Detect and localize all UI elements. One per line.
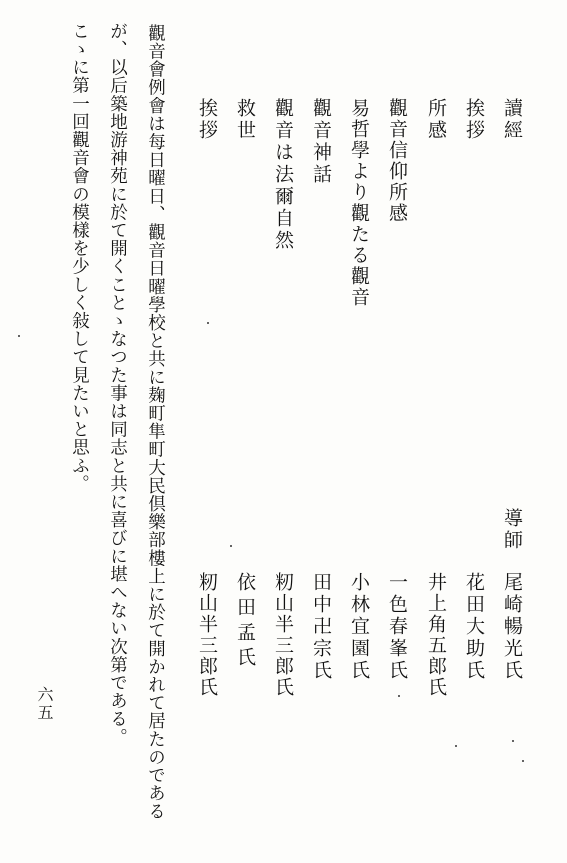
program-item-2: 挨拶 (463, 98, 485, 142)
scan-speck (207, 322, 209, 324)
program-item-4: 觀音信仰所感 (386, 98, 408, 224)
scan-speck (398, 695, 400, 697)
program-speaker-7: 籾山半三郎氏 (272, 572, 294, 698)
program-speaker-1: 尾崎暢光氏 (501, 572, 523, 682)
body-line-2: が、以后築地游神苑に於て開くことゝなつた事は同志と共に喜びに堪へない次第である。 (107, 22, 128, 746)
program-speaker-2: 花田大助氏 (463, 572, 485, 682)
program-item-6: 觀音神話 (310, 98, 332, 186)
scan-speck (230, 545, 232, 547)
program-item-9: 挨拶 (196, 98, 218, 142)
program-speaker-9: 籾山半三郎氏 (196, 572, 218, 698)
program-item-1: 讀經 (501, 98, 523, 142)
program-speaker-3: 井上角五郎氏 (425, 572, 447, 698)
program-speaker-5: 小林宜園氏 (348, 572, 370, 682)
program-speaker-6: 田中卍宗氏 (310, 572, 332, 682)
page-number: 六五 (35, 686, 54, 722)
program-speaker-8: 依田孟氏 (234, 572, 256, 672)
program-item-3: 所感 (425, 98, 447, 142)
body-line-1: 觀音會例會は每日曜日、觀音日曜學校と共に麹町隼町大民倶樂部樓上に於て開かれて居たのである (145, 24, 166, 821)
program-item-7: 觀音は法爾自然 (272, 98, 294, 252)
body-line-3: こゝに第一回觀音會の模樣を少しく敍して見たいと思ふ。 (69, 22, 90, 493)
scan-speck (512, 740, 514, 742)
scan-speck (455, 745, 457, 747)
scan-speck (18, 335, 20, 337)
program-speaker-4: 一色春峯氏 (386, 572, 408, 682)
program-item-8: 救世 (234, 98, 256, 142)
program-role-label: 導師 (501, 508, 523, 552)
scan-speck (522, 760, 524, 762)
program-item-5: 易哲學より觀たる觀音 (348, 98, 370, 308)
